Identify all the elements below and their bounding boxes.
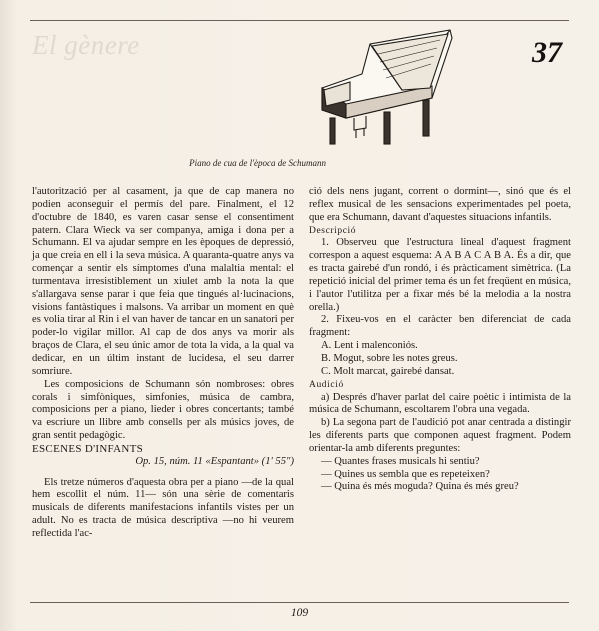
audition-item: a) Després d'haver parlat del caire poètic i intimista de la música de Schumann, escoltarem l'obra una vegada. <box>309 391 571 416</box>
work-reference: Op. 15, núm. 11 «Espantant» (1' 55") <box>135 455 294 467</box>
body-paragraph: Els tretze números d'aquesta obra per a piano —de la qual hem escollit el núm. 11— són una sèrie de comentaris musicals de diferents manifestacions infantils vistes per un adult. No es tracta de música descriptiva —no hi veurem reflectida l'ac- <box>32 476 294 539</box>
section-title: ESCENES D'INFANTS <box>32 442 144 455</box>
description-item: 1. Observeu que l'estructura lineal d'aquest fragment correspon a aquest esquema: A A B A C A B A. És a dir, que es tracta gairebé d'un rondó, i és pràcticament simètrica. (La repetició inicial del primer tema és un fet freqüent en música, i l'autor l'utilitza per a fixar més bé la melodia a la nostra orella.) <box>309 237 571 313</box>
grand-piano-icon <box>310 26 460 156</box>
audition-item: b) La segona part de l'audició pot anar centrada a distingir les diferents parts que componen aquest fragment. Podem orientar-la amb diferents preguntes: <box>309 417 571 454</box>
list-item: A. Lent i malenconiós. <box>321 340 418 352</box>
list-item: — Quina és més moguda? Quina és més greu? <box>321 481 519 493</box>
body-paragraph: ció dels nens jugant, corrent o dormint—, sinó que és el reflex musical de les sensacions experimentades pel poeta, que era Schumann, davant d'aquestes situacions infantils. <box>309 186 571 223</box>
right-column <box>309 186 571 494</box>
body-paragraph: Les composicions de Schumann són nombroses: obres corals i simfòniques, simfonies, música de cambra, composicions per a piano, lieder i obres concertants; també va escriure un llibre amb consells per als músics joves, de gran sentit pedagògic. <box>32 378 294 442</box>
list-item: — Quines us sembla que es repeteixen? <box>321 468 490 480</box>
top-rule <box>30 20 569 21</box>
bleed-through-heading: El gènere <box>32 30 140 60</box>
page-number: 109 <box>290 607 309 619</box>
illustration-caption: Piano de cua de l'època de Schumann <box>189 158 326 168</box>
section-heading-audicio: Audició <box>309 379 344 390</box>
description-item: 2. Fixeu-vos en el caràcter ben diferenciat de cada fragment: <box>309 314 571 339</box>
bottom-rule <box>30 602 569 603</box>
section-heading-descripcio: Descripció <box>309 225 357 236</box>
list-item: — Quantes frases musicals hi sentiu? <box>321 455 480 467</box>
body-paragraph: l'autorització per al casament, ja que de cap manera no podien aconseguir el permís del pare. Finalment, el 12 d'octubre de 1840, es varen casar sense el consentiment patern. Clara Wieck va ser companya, amiga i dona per a Schumann. El va ajudar sempre en les èpoques de depressió, ja que creia en ell i la seva música. A quaranta-quatre anys va començar a sentir els símptomes d'una malaltia mental: el turmentava irresistiblement un xiulet amb la nota la que s'allargava sense parar i que feia que tingués al·lucinacions, visions fantàstiques i malsons. Va arribar un moment en què es volia tirar al Rin i el van haver de tancar en un sanatori per poder-lo vigilar millor. Al cap de dos anys va morir als braços de Clara, el seu únic amor de tota la vida, a la qual va dedicar, en un últim instant de lucidesa, el seu darrer somriure. <box>32 186 294 377</box>
list-item: C. Molt marcat, gairebé dansat. <box>321 365 455 377</box>
list-item: B. Mogut, sobre les notes greus. <box>321 352 458 364</box>
chapter-number: 37 <box>532 36 562 69</box>
left-column <box>32 186 294 541</box>
